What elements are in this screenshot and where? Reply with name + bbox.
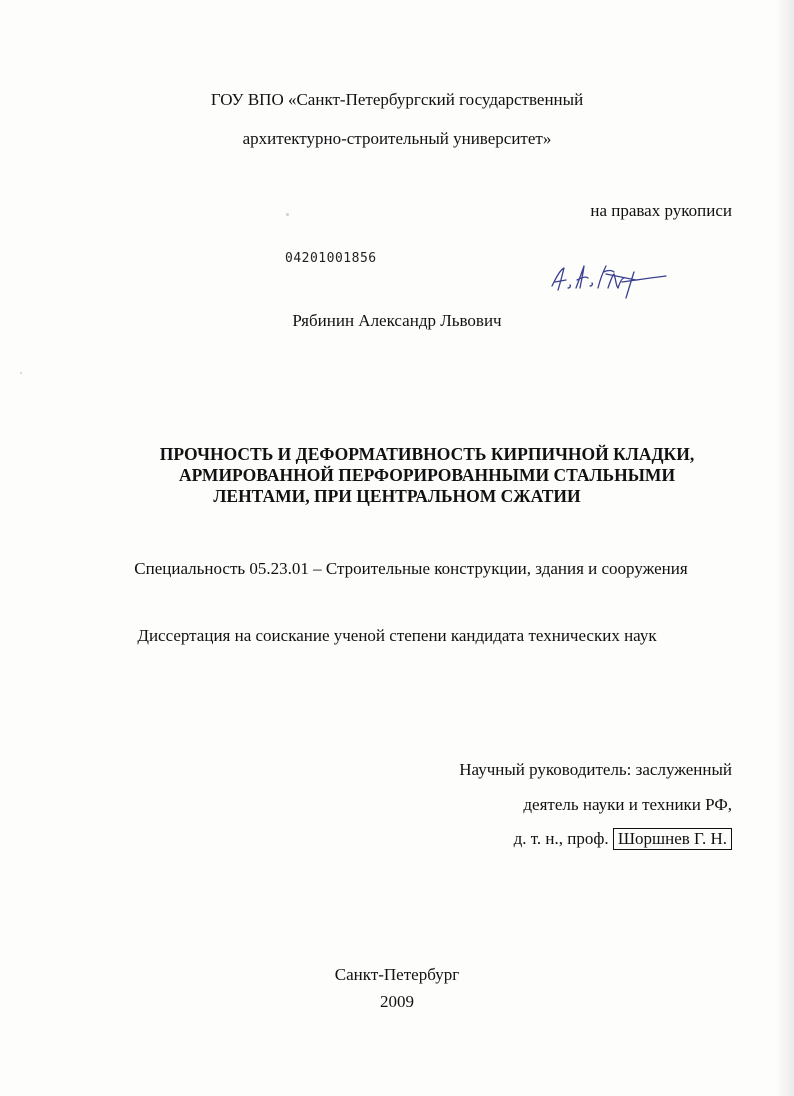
supervisor-degree: д. т. н., проф.	[513, 829, 609, 848]
supervisor-line-1: Научный руководитель: заслуженный	[459, 760, 732, 779]
supervisor-line-2: деятель науки и техники РФ,	[523, 795, 732, 814]
title-line-2: АРМИРОВАННОЙ ПЕРФОРИРОВАННЫМИ СТАЛЬНЫМИ	[178, 465, 676, 485]
supervisor-name-box: Шоршнев Г. Н.	[613, 828, 732, 850]
institution-line-1: ГОУ ВПО «Санкт-Петербургский государственный	[210, 90, 584, 109]
author-signature	[546, 258, 670, 306]
scan-speck	[20, 372, 22, 374]
dissertation-line: Диссертация на соискание ученой степени кандидата технических наук	[137, 626, 657, 645]
year: 2009	[380, 992, 414, 1011]
institution-line-2: архитектурно-строительный университет»	[242, 129, 552, 148]
scan-speck	[286, 213, 289, 216]
title-line-1: ПРОЧНОСТЬ И ДЕФОРМАТИВНОСТЬ КИРПИЧНОЙ КЛАДКИ,	[159, 444, 695, 464]
author-name: Рябинин Александр Львович	[292, 311, 502, 330]
specialty-line: Специальность 05.23.01 – Строительные конструкции, здания и сооружения	[134, 559, 688, 578]
scan-edge-shadow	[776, 0, 794, 1096]
supervisor-line-3	[514, 828, 732, 850]
manuscript-note: на правах рукописи	[590, 201, 732, 220]
library-stamp-number: 04201001856	[285, 251, 377, 266]
city: Санкт-Петербург	[334, 965, 460, 984]
title-line-3: ЛЕНТАМИ, ПРИ ЦЕНТРАЛЬНОМ СЖАТИИ	[213, 486, 581, 506]
